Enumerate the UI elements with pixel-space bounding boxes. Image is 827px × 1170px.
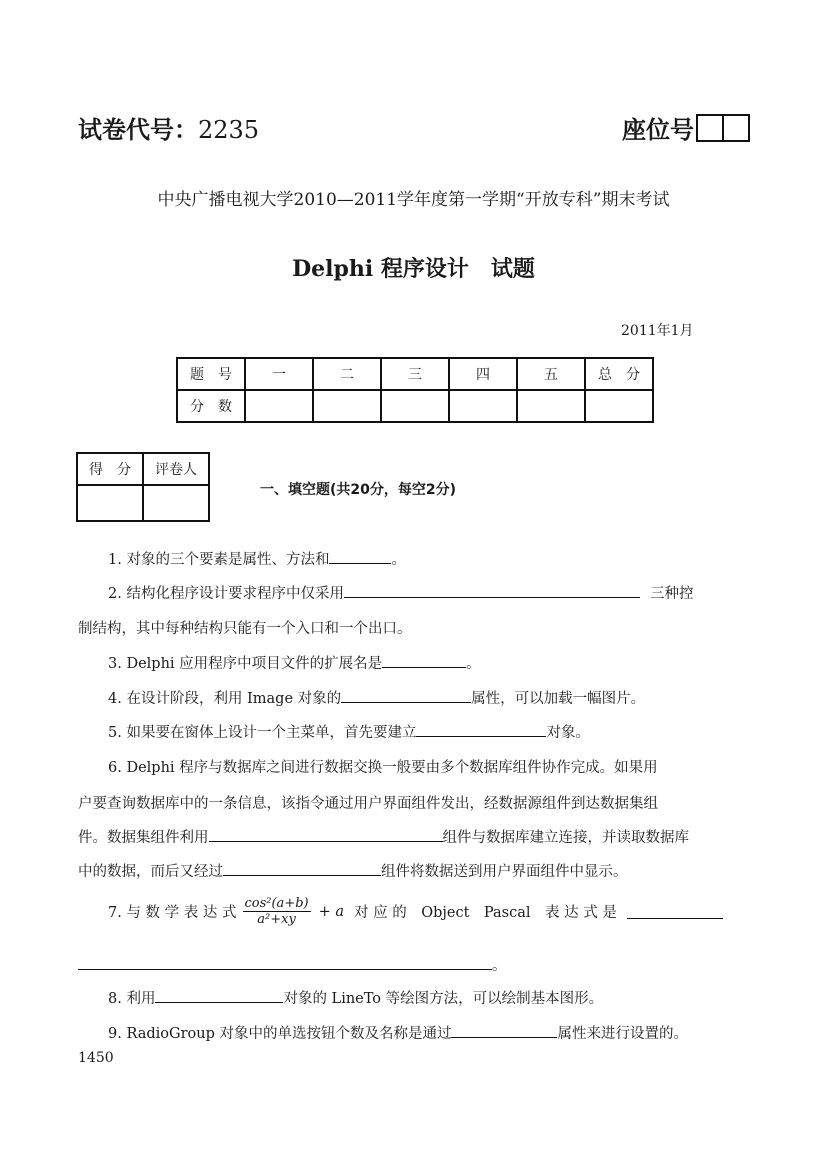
answer-blank <box>627 904 723 920</box>
answer-blank <box>341 688 471 704</box>
score-cell: 五 <box>517 358 585 390</box>
score-cell: 三 <box>381 358 449 390</box>
question-8: 8. 利用 对象的 LineTo 等绘图方法，可以绘制基本图形。 <box>108 987 603 1008</box>
score-cell: 分 数 <box>177 390 245 422</box>
grader-cell <box>143 485 209 521</box>
score-cell <box>381 390 449 422</box>
exam-subtitle: 中央广播电视大学2010—2011学年度第一学期“开放专科”期末考试 <box>157 190 670 210</box>
answer-blank <box>78 955 492 971</box>
seat-number <box>622 110 750 145</box>
score-cell: 总 分 <box>585 358 653 390</box>
exam-code-value: 2235 <box>198 116 260 144</box>
score-table <box>176 357 654 423</box>
score-cell: 四 <box>449 358 517 390</box>
answer-blank <box>155 988 283 1004</box>
math-fraction <box>243 896 311 927</box>
question-2-cont: 制结构，其中每种结构只能有一个入口和一个出口。 <box>78 621 412 637</box>
answer-blank <box>223 861 381 877</box>
score-cell <box>449 390 517 422</box>
question-6-line2: 户要查询数据库中的一条信息，该指令通过用户界面组件发出，经数据源组件到达数据集组 <box>78 796 658 812</box>
answer-blank <box>344 583 640 599</box>
question-3: 3. Delphi 应用程序中项目文件的扩展名是 。 <box>108 652 481 673</box>
question-2: 2. 结构化程序设计要求程序中仅采用 三种控 <box>108 582 693 603</box>
seat-boxes <box>696 114 750 142</box>
grader-table <box>76 452 210 522</box>
exam-code-label: 试卷代号： <box>78 116 198 144</box>
question-6-line1: 6. Delphi 程序与数据库之间进行数据交换一般要由多个数据库组件协作完成。如果用 <box>108 760 658 776</box>
exam-code <box>78 110 259 145</box>
exam-date: 2011年1月 <box>621 323 694 339</box>
answer-blank <box>329 549 391 565</box>
score-cell <box>517 390 585 422</box>
score-header-row <box>177 358 653 390</box>
question-7: 7. 与 数 学 表 达 式 $\frac{\text{cos²(a+b)}}{\text{a²+xy}}$ + a 对 应 的 Object Pascal 表 达 式 是 <box>108 896 723 927</box>
question-7-cont: 。 <box>78 954 507 975</box>
question-1: 1. 对象的三个要素是属性、方法和 。 <box>108 548 406 569</box>
fraction-numerator: cos²(a+b) <box>244 896 309 911</box>
score-cell <box>585 390 653 422</box>
question-9: 9. RadioGroup 对象中的单选按钮个数及名称是通过 属性来进行设置的。 <box>108 1022 688 1043</box>
score-cell: 二 <box>313 358 381 390</box>
answer-blank <box>416 722 546 738</box>
page-number: 1450 <box>78 1050 114 1066</box>
fraction-denominator: a²+xy <box>257 912 296 927</box>
question-5: 5. 如果要在窗体上设计一个主菜单，首先要建立 对象。 <box>108 721 590 742</box>
grader-header: 评卷人 <box>143 453 209 485</box>
question-6-line4: 中的数据，而后又经过 组件将数据送到用户界面组件中显示。 <box>78 860 628 881</box>
section-title: 一、填空题(共20分，每空2分) <box>260 482 457 498</box>
score-cell <box>313 390 381 422</box>
score-value-row <box>177 390 653 422</box>
answer-blank <box>382 653 466 669</box>
answer-blank <box>451 1023 557 1039</box>
score-cell: 题 号 <box>177 358 245 390</box>
exam-title: Delphi 程序设计 试题 <box>292 256 535 282</box>
question-4: 4. 在设计阶段，利用 Image 对象的 属性，可以加载一幅图片。 <box>108 687 645 708</box>
grader-header: 得 分 <box>77 453 143 485</box>
grader-cell <box>77 485 143 521</box>
answer-blank <box>209 827 443 843</box>
question-6-line3: 件。数据集组件利用 组件与数据库建立连接，并读取数据库 <box>78 826 689 847</box>
score-cell <box>245 390 313 422</box>
seat-label: 座位号 <box>622 116 694 144</box>
score-cell: 一 <box>245 358 313 390</box>
